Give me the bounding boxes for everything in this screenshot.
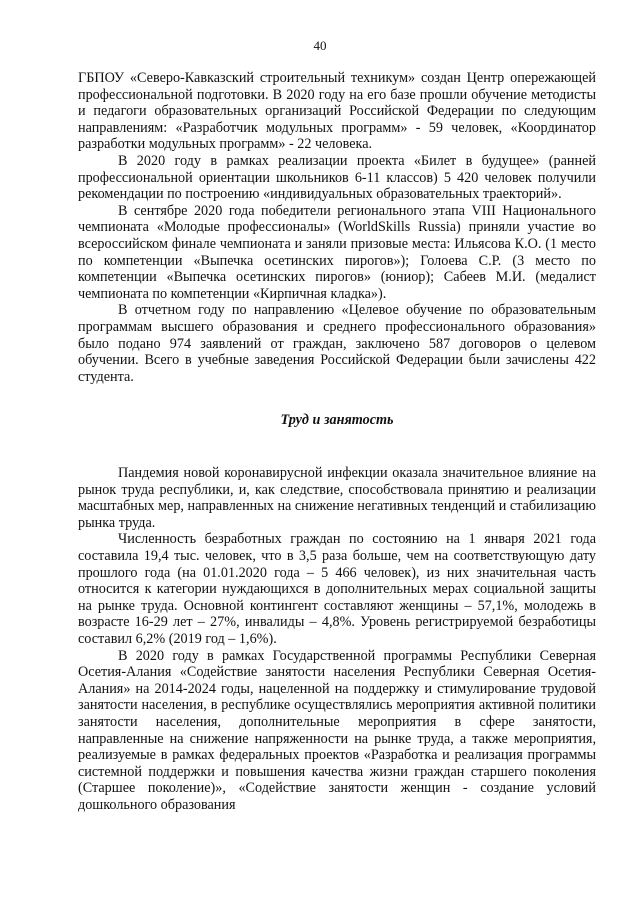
section-heading: Труд и занятость xyxy=(280,412,394,428)
paragraph-targeted-education: В отчетном году по направлению «Целевое обучение по образовательным программам высшего образования и среднего профессионального образования» было подано 974 заявлений от граждан, заключено 587 договоров о целевом обучении. Всего в учебные заведения Российской Федерации были зачислены 422 студента. xyxy=(78,302,596,385)
page-number: 40 xyxy=(313,38,327,53)
paragraph-state-program: В 2020 году в рамках Государственной программы Республики Северная Осетия-Алания «Содействие занятости населения Республики Северная Осетия-Алания» на 2014-2024 годы, нацеленной на поддержку и стимулирование трудовой занятости населения, в республике осуществлялись мероприятия активной политики занятости населения, дополнительные мероприятия в сфере занятости, направленные на снижение напряженности на рынке труда, а также мероприятия, реализуемые в рамках федеральных проектов «Разработка и реализация программы системной поддержки и повышения качества жизни граждан старшего поколения (Старшее поколение)», «Содействие занятости женщин - создание условий дошкольного образования xyxy=(78,647,596,813)
paragraph-ticket-to-future: В 2020 году в рамках реализации проекта «Билет в будущее» (ранней профессиональной ориентации школьников 6-11 классов) 5 420 человек получили рекомендации по построению «индивидуальных образовательных траекторий». xyxy=(78,152,596,203)
text-block-top xyxy=(78,70,596,385)
paragraph-pandemic-impact: Пандемия новой коронавирусной инфекции оказала значительное влияние на рынок труда республики, и, как следствие, способствовала принятию и реализации масштабных мер, направленных на снижение негативных тенденций и стабилизацию рынка труда. xyxy=(78,465,597,531)
text-block-bottom xyxy=(78,465,596,813)
paragraph-unemployment-stats: Численность безработных граждан по состоянию на 1 января 2021 года составила 19,4 тыс. человек, что в 3,5 раза больше, чем на соответствующую дату прошлого года (на 01.01.2020 года – 5 466 человек), из них значительная часть относится к категории нуждающихся в дополнительных мерах социальной защиты на рынке труда. Основной контингент составляют женщины – 57,1%, молодежь в возрасте 16-29 лет – 27%, инвалиды – 4,8%. Уровень регистрируемой безработицы составил 6,2% (2019 год – 1,6%). xyxy=(78,531,596,647)
paragraph-worldskills: В сентябре 2020 года победители регионального этапа VIII Национального чемпионата «Молодые профессионалы» (WorldSkills Russia) приняли участие во всероссийском финале чемпионата и заняли призовые места: Ильясова К.О. (1 место по компетенции «Выпечка осетинских пирогов»); Голоева С.Р. (3 место по компетенции «Выпечка осетинских пирогов» (юниор); Сабеев М.И. (медалист чемпионата по компетенции «Кирпичная кладка»). xyxy=(78,202,596,302)
paragraph-ojas-center: ГБПОУ «Северо-Кавказский строительный техникум» создан Центр опережающей профессиональной подготовки. В 2020 году на его базе прошли обучение методисты и педагоги образовательных организаций Российской Федерации по следующим направлениям: «Разработчик модульных программ» - 59 человек, «Координатор разработки модульных программ» - 22 человека. xyxy=(78,70,596,153)
